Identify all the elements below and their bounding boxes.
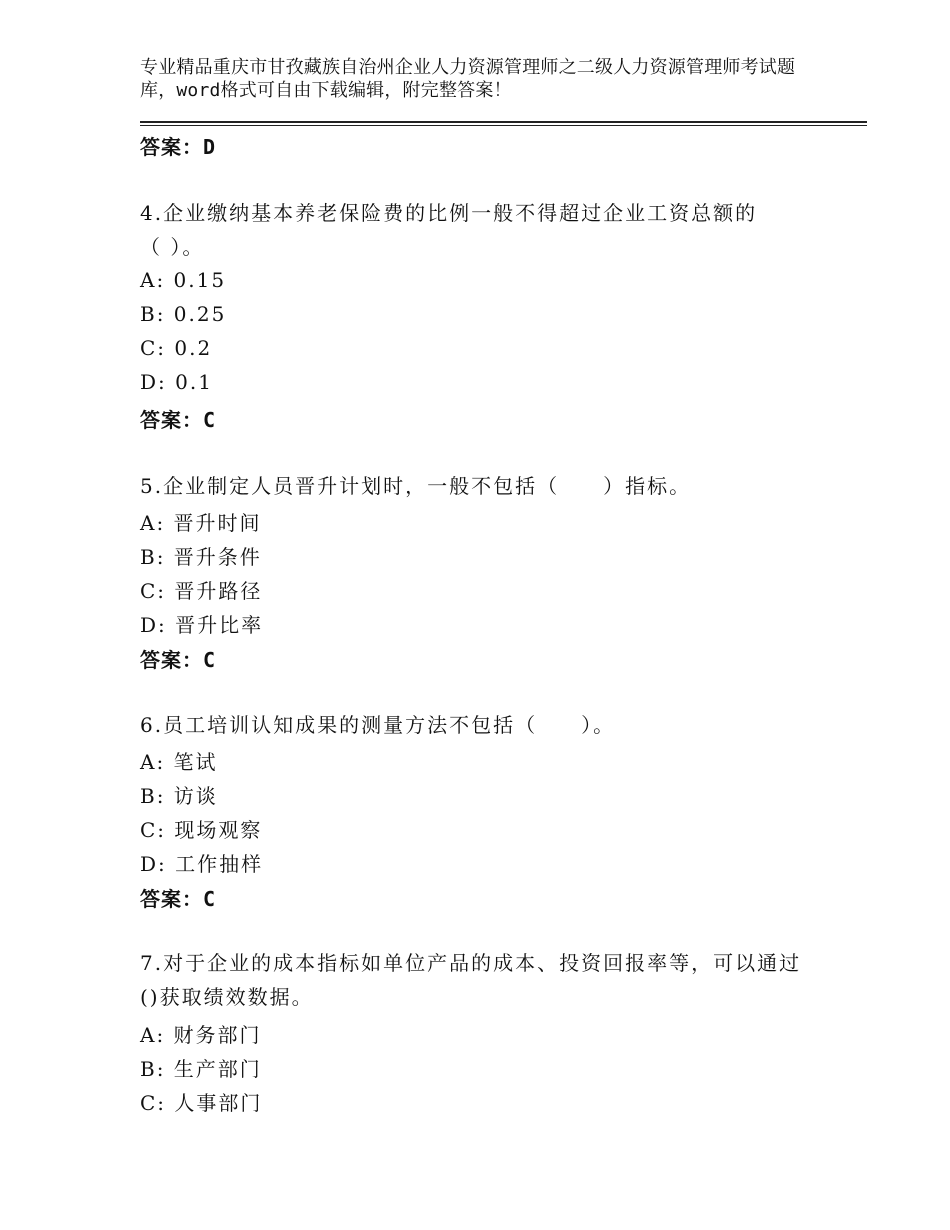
option-c: C: 晋升路径: [140, 579, 263, 603]
header-rule-secondary: [140, 125, 867, 126]
header-rule: [140, 121, 867, 123]
option-a: A: 0.15: [140, 268, 227, 292]
option-b: B: 0.25: [140, 302, 227, 326]
prev-answer: 答案：D: [140, 135, 217, 159]
question-stem-line1: 6.员工培训认知成果的测量方法不包括（ ）。: [140, 713, 616, 737]
answer: 答案：C: [140, 408, 217, 432]
option-a: A: 财务部门: [140, 1023, 262, 1047]
answer: 答案：C: [140, 648, 217, 672]
option-a: A: 晋升时间: [140, 511, 262, 535]
question-stem-line1: 5.企业制定人员晋升计划时，一般不包括（ ）指标。: [140, 474, 692, 498]
option-b: B: 生产部门: [140, 1057, 262, 1081]
question-stem-line1: 4.企业缴纳基本养老保险费的比例一般不得超过企业工资总额的: [140, 201, 758, 225]
option-d: D: 工作抽样: [140, 852, 264, 876]
page-header: [140, 56, 830, 102]
option-a: A: 笔试: [140, 750, 218, 774]
question-stem-line2: ()获取绩效数据。: [140, 985, 314, 1009]
question-stem: [140, 196, 830, 264]
header-title-line1: 专业精品重庆市甘孜藏族自治州企业人力资源管理师之二级人力资源管理师考试题: [140, 57, 796, 78]
option-c: C: 现场观察: [140, 818, 263, 842]
question-stem: [140, 469, 830, 503]
option-d: D: 晋升比率: [140, 613, 264, 637]
question-stem: [140, 708, 830, 742]
answer: 答案：C: [140, 887, 217, 911]
option-c: C: 0.2: [140, 336, 213, 360]
header-title-line2: 库，word格式可自由下载编辑，附完整答案！: [140, 80, 512, 101]
question-stem: [140, 946, 830, 1014]
option-b: B: 访谈: [140, 784, 218, 808]
option-d: D: 0.1: [140, 370, 213, 394]
option-b: B: 晋升条件: [140, 545, 262, 569]
question-stem-line1: 7.对于企业的成本指标如单位产品的成本、投资回报率等，可以通过: [140, 951, 802, 975]
question-stem-line2: （ ）。: [140, 235, 205, 259]
option-c: C: 人事部门: [140, 1091, 263, 1115]
